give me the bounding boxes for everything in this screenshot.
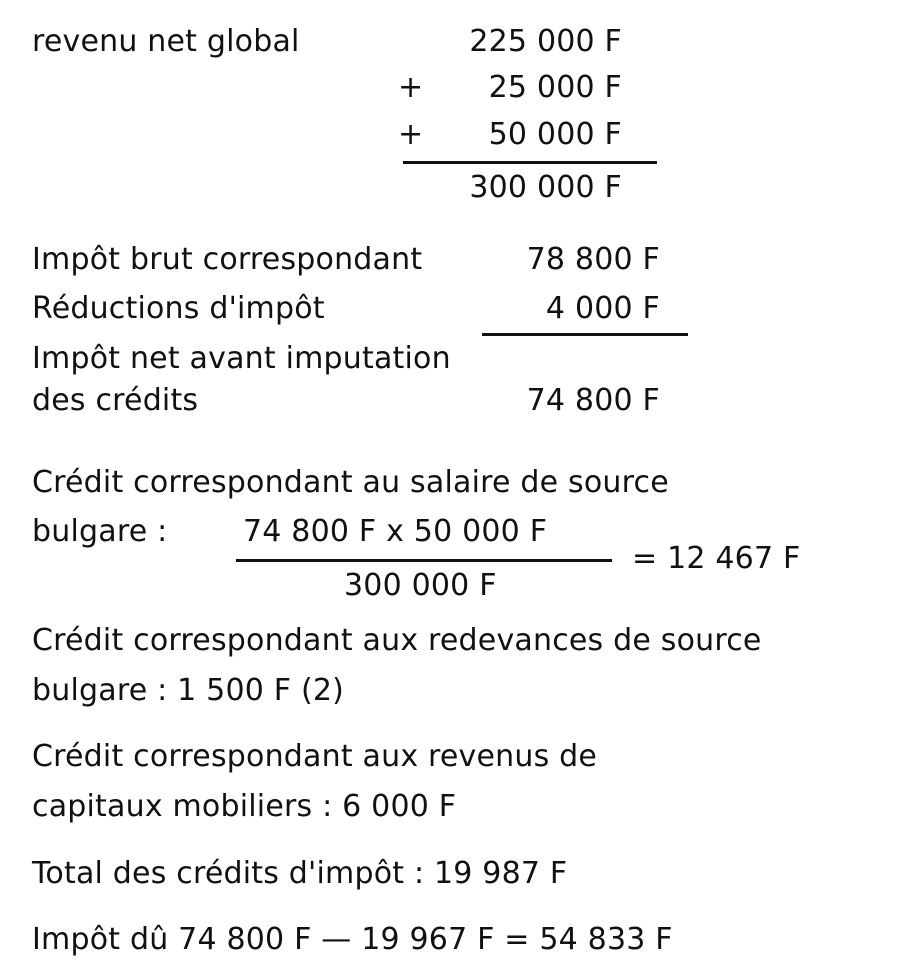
salary-credit-result: = 12 467 F [632, 541, 801, 576]
salary-credit-line-1: Crédit correspondant au salaire de source [32, 465, 669, 500]
net-tax-label-line-1: Impôt net avant imputation [32, 341, 451, 376]
salary-credit-fraction-bar [236, 559, 612, 562]
royalties-credit-line-1: Crédit correspondant aux redevances de source [32, 623, 762, 658]
salary-credit-prefix: bulgare : [32, 514, 168, 549]
salary-credit-numerator: 74 800 F x 50 000 F [243, 514, 548, 549]
royalties-credit-line-2: bulgare : 1 500 F (2) [32, 673, 345, 708]
total-credits-line: Total des crédits d'impôt : 19 987 F [32, 856, 568, 891]
salary-credit-denominator: 300 000 F [344, 568, 497, 603]
gross-tax-label: Impôt brut correspondant [32, 242, 423, 277]
capital-credit-line-1: Crédit correspondant aux revenus de [32, 739, 598, 774]
capital-credit-line-2: capitaux mobiliers : 6 000 F [32, 789, 457, 824]
income-label: revenu net global [32, 24, 300, 59]
income-line-3-operator: + [398, 117, 424, 152]
income-line-2-value: 25 000 F [488, 70, 622, 105]
income-line-1-value: 225 000 F [469, 24, 622, 59]
net-tax-label-line-2: des crédits [32, 383, 199, 418]
tax-due-line: Impôt dû 74 800 F — 19 967 F = 54 833 F [32, 922, 673, 957]
gross-tax-value: 78 800 F [526, 242, 660, 277]
income-line-3-value: 50 000 F [488, 117, 622, 152]
income-line-2-operator: + [398, 70, 424, 105]
tax-reductions-label: Réductions d'impôt [32, 291, 325, 326]
net-tax-value: 74 800 F [526, 383, 660, 418]
income-total-value: 300 000 F [469, 170, 622, 205]
tax-subtraction-rule [482, 333, 688, 336]
income-sum-rule [403, 161, 657, 164]
tax-reductions-value: 4 000 F [545, 291, 660, 326]
